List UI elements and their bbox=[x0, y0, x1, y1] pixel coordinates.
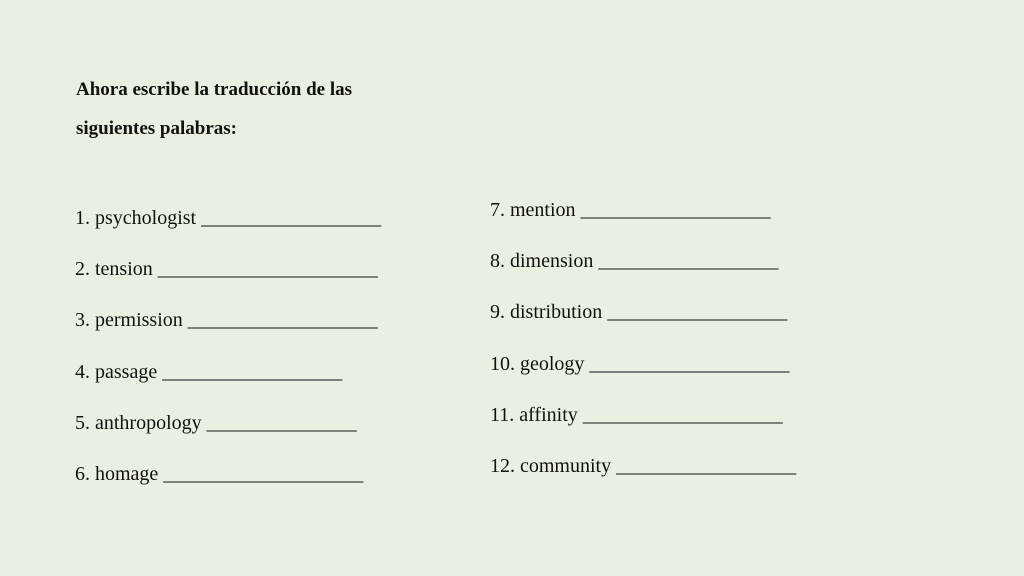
list-item-psychologist: 1. psychologist __________________ bbox=[75, 207, 382, 229]
list-item-geology: 10. geology ____________________ bbox=[490, 353, 790, 375]
list-item-homage: 6. homage ____________________ bbox=[75, 463, 364, 485]
list-item-affinity: 11. affinity ____________________ bbox=[490, 404, 783, 426]
list-item-anthropology: 5. anthropology _______________ bbox=[75, 412, 357, 434]
instructions-line-2: siguientes palabras: bbox=[76, 118, 237, 139]
list-item-dimension: 8. dimension __________________ bbox=[490, 250, 779, 272]
list-item-passage: 4. passage __________________ bbox=[75, 361, 343, 383]
exercise-instructions bbox=[76, 70, 436, 148]
list-item-tension: 2. tension ______________________ bbox=[75, 258, 378, 280]
list-item-permission: 3. permission ___________________ bbox=[75, 309, 378, 331]
instructions-line-1: Ahora escribe la traducción de las bbox=[76, 79, 353, 100]
list-item-community: 12. community __________________ bbox=[490, 455, 797, 477]
list-item-mention: 7. mention ___________________ bbox=[490, 199, 771, 221]
list-item-distribution: 9. distribution __________________ bbox=[490, 301, 788, 323]
